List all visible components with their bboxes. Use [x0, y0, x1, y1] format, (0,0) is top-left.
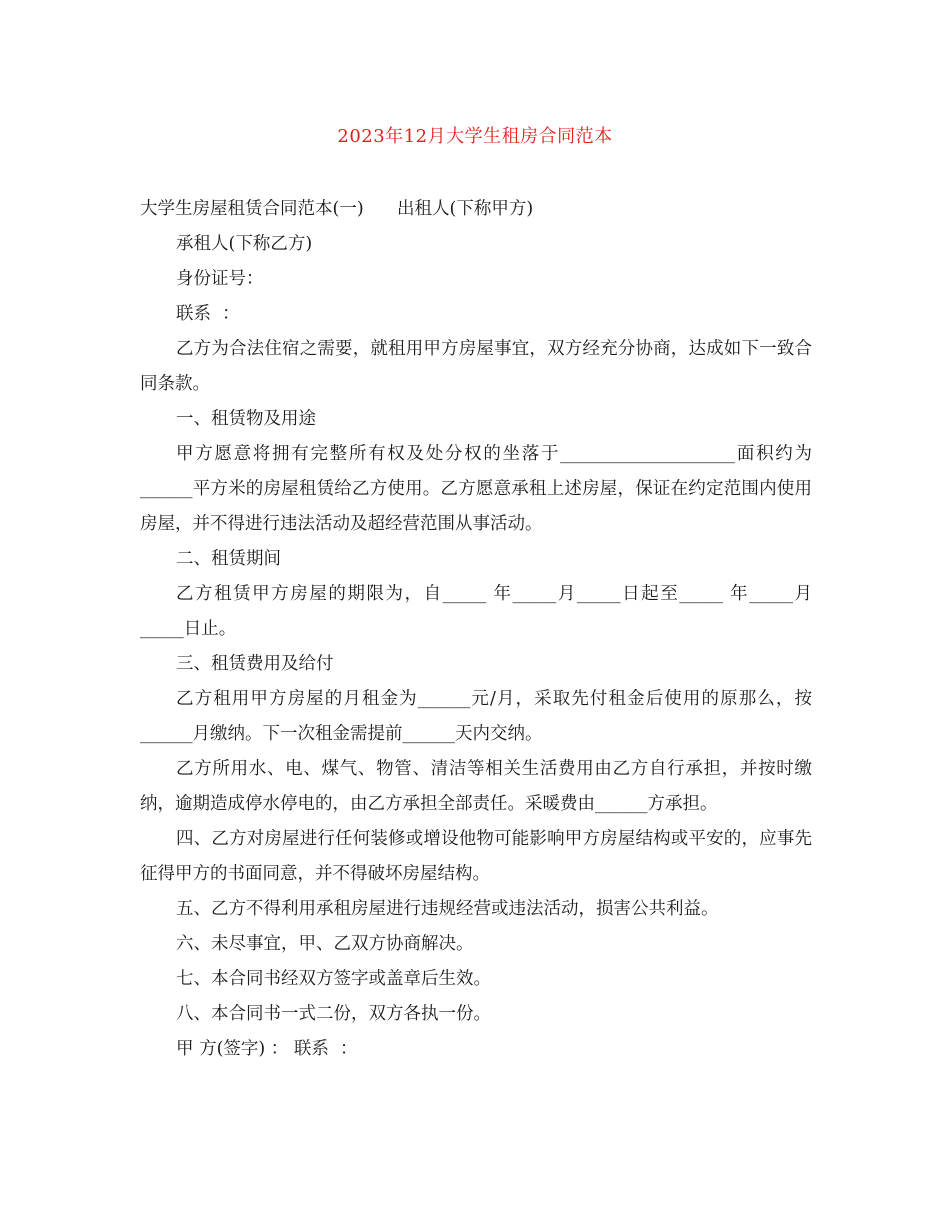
paragraph-term: 乙方租赁甲方房屋的期限为，自_____ 年_____月_____日起至_____ 年_____月_____日止。	[140, 584, 812, 639]
section-heading-3: 三、租赁费用及给付	[176, 654, 334, 674]
paragraph-signature-party-a: 甲 方(签字) ： 联系 ：	[176, 1039, 358, 1059]
paragraph-clause-4: 四、乙方对房屋进行任何装修或增设他物可能影响甲方房屋结构或平安的，应事先征得甲方的书面同意，并不得破坏房屋结构。	[140, 829, 812, 884]
paragraph-utilities: 乙方所用水、电、煤气、物管、清洁等相关生活费用由乙方自行承担，并按时缴纳，逾期造成停水停电的，由乙方承担全部责任。采暖费由______方承担。	[140, 759, 812, 814]
paragraph-contact: 联系 ：	[176, 304, 240, 324]
paragraph-lessee: 承租人(下称乙方)	[176, 234, 313, 254]
section-heading-1: 一、租赁物及用途	[176, 409, 316, 429]
paragraph-clause-6: 六、未尽事宜，甲、乙双方协商解决。	[176, 934, 474, 954]
paragraph-clause-8: 八、本合同书一式二份，双方各执一份。	[176, 1004, 491, 1024]
document-body	[140, 192, 812, 1067]
paragraph-preamble: 乙方为合法住宿之需要，就租用甲方房屋事宜，双方经充分协商，达成如下一致合同条款。	[140, 339, 812, 394]
paragraph-contract-heading: 大学生房屋租赁合同范本(一) 出租人(下称甲方)	[140, 199, 534, 219]
document-title: 2023年12月大学生租房合同范本	[337, 126, 613, 147]
paragraph-rent: 乙方租用甲方房屋的月租金为______元/月，采取先付租金后使用的原那么，按______月缴纳。下一次租金需提前______天内交纳。	[140, 689, 812, 744]
paragraph-property: 甲方愿意将拥有完整所有权及处分权的坐落于____________________面积约为______平方米的房屋租赁给乙方使用。乙方愿意承租上述房屋，保证在约定范围内使用房屋，并不得进行违法活动及超经营范围从事活动。	[140, 444, 812, 534]
paragraph-clause-7: 七、本合同书经双方签字或盖章后生效。	[176, 969, 491, 989]
section-heading-2: 二、租赁期间	[176, 549, 281, 569]
paragraph-id-number: 身份证号：	[176, 269, 264, 289]
paragraph-clause-5: 五、乙方不得利用承租房屋进行违规经营或违法活动，损害公共利益。	[176, 899, 719, 919]
